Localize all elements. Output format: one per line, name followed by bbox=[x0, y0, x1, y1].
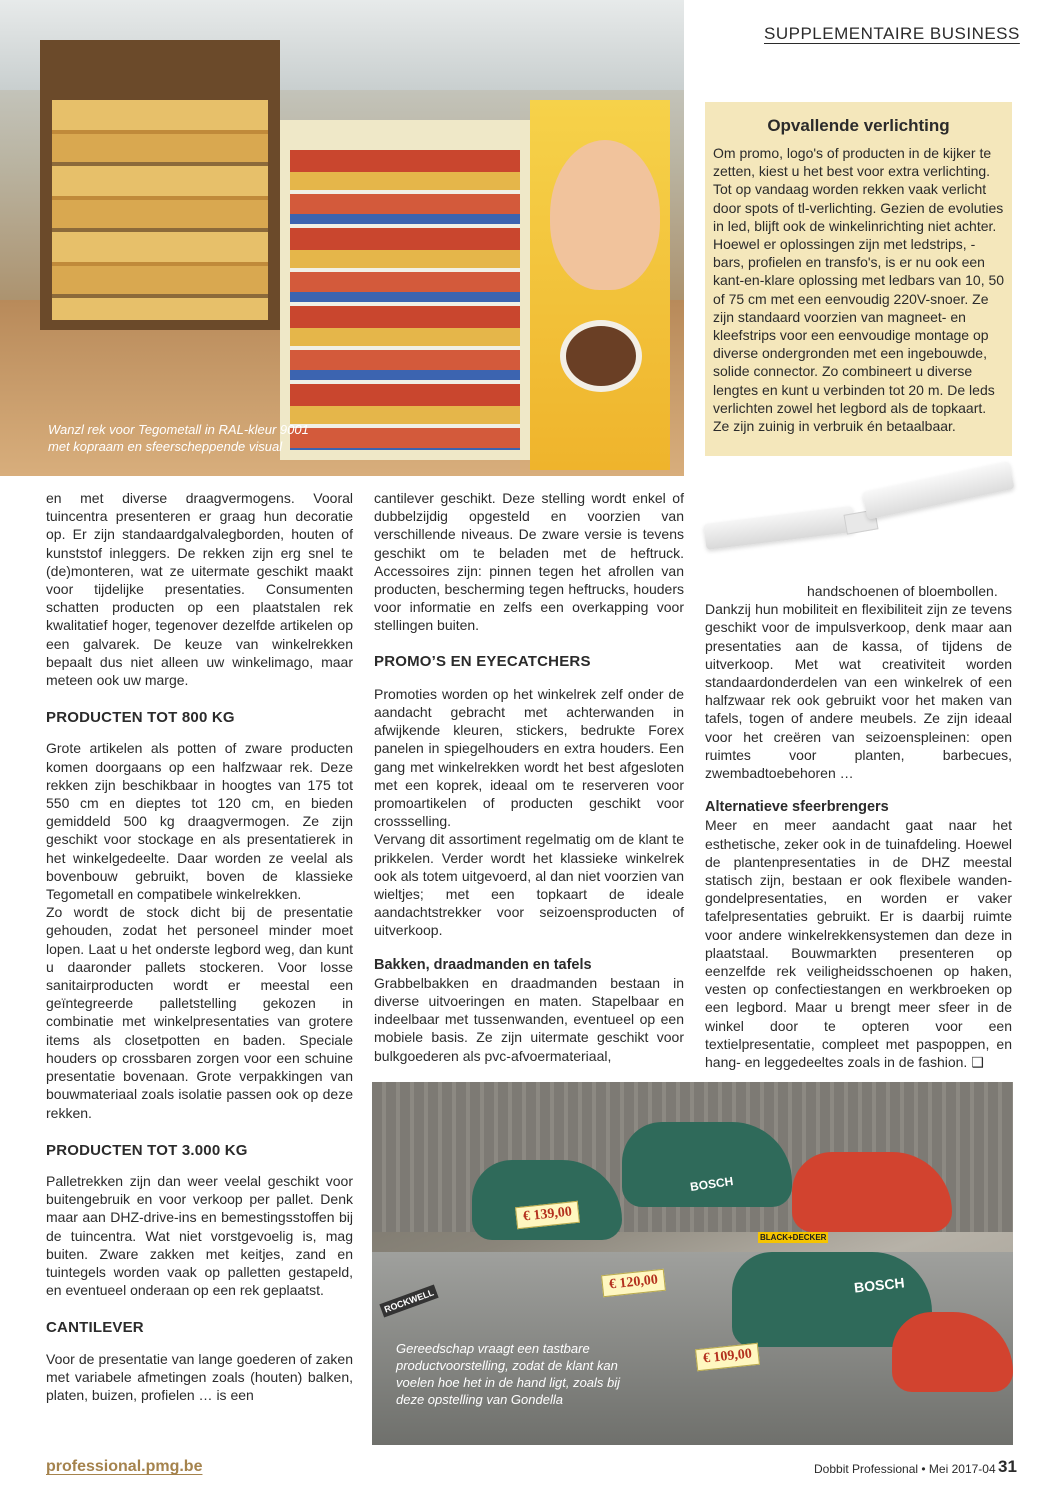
photo-bottom-caption-line3: voelen hoe het in de hand ligt, zoals bij bbox=[396, 1375, 621, 1390]
ledbar-left bbox=[703, 506, 855, 550]
text-column-1 bbox=[46, 489, 353, 1404]
sidebar-box-title: Opvallende verlichting bbox=[767, 116, 950, 135]
footer-issue: Dobbit Professional • Mei 2017-04 bbox=[814, 1462, 996, 1476]
col1-paragraph-4: Palletrekken zijn dan weer veelal geschikt voor buitengebruik en voor verkoop per pallet. Denk maar aan DHZ-drive-ins en bemestingsstoffen bij de tuincentra. Wat niet vorstgevoelig is, mag buiten. Zware zakken met keitjes, zand en tuintegels worden vaak op palletten gestapeld, en eventueel onderaan op een rek geplaatst. bbox=[46, 1172, 353, 1299]
photo-bottom-caption bbox=[396, 1340, 620, 1408]
col3-paragraph-2: Meer en meer aandacht gaat naar het esthetische, zeker ook in de tuinafdeling. Hoewel de plantenpresentaties in de DHZ meestal statisch zijn, bestaan er ook flexibele wanden-gondelpresentaties, en worden er vaker tafelpresentaties gebruikt. Er is daarbij ruimte voor andere winkelrekkensystemen dan deze in plaatstaal. Bouwmarkten presenteren op eenzelfde rek veiligheidsschoenen op haken, vesten op confectiestangen en werkbroeken op een legbord. Maar u brengt meer sfeer in de winkel door te opteren voor een textielpresentatie, compleet met paspoppen, en hang- en leggedeeltes zoals in de fashion. ❑ bbox=[705, 817, 1012, 1071]
col1-heading-1: PRODUCTEN TOT 800 KG bbox=[46, 709, 235, 727]
price-tag-1: € 139,00 bbox=[515, 1201, 580, 1229]
col3-paragraph-1: Dankzij hun mobiliteit en flexibiliteit zijn ze tevens geschikt voor de impulsverkoop, denk maar aan presentaties aan de kassa, of tijdens de uitverkoop. Met wat creativiteit worden standaardonderdelen van een winkelrek of een halfzwaar rek ook gebruikt voor het maken van tafels, togen of andere meubels. Ze zijn ideaal voor het creëren van seizoenspleinen: open ruimtes voor planten, barbecues, zwembadtoebehoren … bbox=[705, 601, 1012, 782]
col1-paragraph-3: Zo wordt de stock dicht bij de presentatie gehouden, zodat het personeel minder moet lopen. Laat u het onderste legbord weg, dan kunt u daaronder pallets stockeren. Voor losse sanitairproducten wordt er meestal een geïntegreerde palletstelling gekozen in combinatie met winkelpresentaties van grotere items als closetpotten en baden. Speciale houders op crossbaren zorgen voor een schuine presentatie bovenaan. Grote verpakkingen van bouwmateriaal zoals isolatie passen ook op deze rekken. bbox=[46, 904, 353, 1121]
footer-website-link[interactable]: professional.pmg.be bbox=[46, 1458, 203, 1475]
sidebar-box-body: Om promo, logo's of producten in de kijker te zetten, kiest u het best voor extra verlichting. Tot op vandaag worden rekken vaak verlicht door spots of tl-verlichting. Gezien de evoluties in led, blijft ook de winkelinrichting niet achter. Hoewel er oplossingen zijn met ledstrips, -bars, profielen en transfo's, is er nu ook een kant-en-klare oplossing met ledbars van 10, 50 of 75 cm met een eenvoudig 220V-snoer. Ze zijn standaard voorzien van magneet- en kleefstrips voor een eenvoudige montage op diverse ondergronden met een ingebouwde, solide connector. Zo combineert u diverse lengtes en kunt u verbinden tot 20 m. De leds verlichten zowel het legbord als de topkaart. Ze zijn zuinig in verbruik én betaalbaar. bbox=[713, 145, 1005, 435]
text-column-2 bbox=[374, 489, 684, 1065]
col2-paragraph-4: Grabbelbakken en draadmanden bestaan in diverse uitvoeringen en maten. Stapelbaar en indeelbaar met tussenwanden, eventueel op een mobiele basis. Ze zijn uitermate geschikt voor bulkgoederen als pvc-afvoermateriaal, bbox=[374, 974, 684, 1064]
col2-paragraph-2: Promoties worden op het winkelrek zelf onder de aandacht gebracht met achterwanden in afwijkende kleuren, stickers, bedrukte Forex panelen in spiegelhouders en extra houders. Een gang met winkelrekken wordt het best afgesloten met een koprek, ideaal om te reserveren voor promoartikelen of producten geschikt voor crossselling. bbox=[374, 685, 684, 830]
photo-child-face bbox=[550, 140, 660, 290]
col2-paragraph-3: Vervang dit assortiment regelmatig om de klant te prikkelen. Verder wordt het klassieke winkelrek ook als totem uitgevoerd, al dan niet voorzien van wieltjes; met een topkaart de ideale aandachtstrekker voor seizoensproducten of uitverkoop. bbox=[374, 831, 684, 939]
photo-child-visual bbox=[530, 100, 670, 470]
col1-paragraph-1: en met diverse draagvermogens. Vooral tuincentra presenteren er graag hun decoratie op. Er zijn standaardgalvalegborden, houten of kunststof inleggers. De rekken zijn erg snel te (de)monteren, wat ze uitermate geschikt maakt voor tijdelijke presentaties. Consumenten schatten producten op een plaatstalen rek kwalitatief hoger, tegenover dezelfde artikelen op een galvarek. De keuze van winkelrekken bepaalt dus niet alleen uw winkelimago, maar meteen ook uw marge. bbox=[46, 490, 353, 689]
photo-top-caption bbox=[48, 421, 309, 455]
drill-brand-bosch-2: BOSCH bbox=[853, 1274, 906, 1296]
col1-paragraph-2: Grote artikelen als potten of zware producten komen doorgaans op een halfzwaar rek. Deze rekken zijn beschikbaar in hoogtes van 175 tot 550 cm en dieptes tot 120 cm, en bieden gemiddeld 500 kg draagvermogen. Ze zijn geschikt voor stockage en als presentatierek in het winkelgedeelte. Daar worden ze veelal als bovenbouw gebruikt, boven de klassieke Tegometall en compatibele winkelrekken. bbox=[46, 740, 353, 903]
drill-brand-rockwell: ROCKWELL bbox=[379, 1285, 438, 1318]
photo-bottom-caption-line1: Gereedschap vraagt een tastbare bbox=[396, 1341, 590, 1356]
ledbar-right bbox=[862, 461, 1015, 520]
power-tools-photo bbox=[372, 1082, 1013, 1445]
photo-goods-left bbox=[52, 100, 268, 320]
photo-top-caption-line2: met kopraam en sfeerscheppende visual bbox=[48, 439, 283, 454]
sidebar-box bbox=[705, 102, 1012, 456]
price-tag-3: € 109,00 bbox=[695, 1343, 760, 1371]
drill-brand-blackdecker: BLACK+DECKER bbox=[760, 1233, 827, 1242]
col2-heading-1: PROMO’S EN EYECATCHERS bbox=[374, 652, 591, 670]
photo-top-caption-line1: Wanzl rek voor Tegometall in RAL-kleur 9001 bbox=[48, 422, 309, 437]
photo-shelf-left bbox=[40, 40, 280, 330]
col3-paragraph-1-first-line: handschoenen of bloembollen. bbox=[807, 583, 998, 599]
price-tag-2: € 120,00 bbox=[601, 1269, 666, 1297]
photo-bottom-caption-line2: productvoorstelling, zodat de klant kan bbox=[396, 1358, 618, 1373]
section-header: SUPPLEMENTAIRE BUSINESS bbox=[764, 24, 1020, 43]
drill-brand-bosch-1: BOSCH bbox=[689, 1174, 735, 1194]
drill-green-2 bbox=[622, 1122, 792, 1207]
col1-heading-3: CANTILEVER bbox=[46, 1319, 144, 1337]
page-number: 31 bbox=[998, 1457, 1017, 1476]
drill-red-1 bbox=[792, 1152, 952, 1232]
ledbar-photo bbox=[705, 462, 1012, 584]
text-column-3 bbox=[705, 582, 1012, 1071]
store-shelves-photo bbox=[0, 0, 684, 476]
photo-bottom-caption-line4: deze opstelling van Gondella bbox=[396, 1392, 563, 1407]
col1-paragraph-5: Voor de presentatie van lange goederen of zaken met variabele afmetingen zoals (houten) balken, platen, buizen, profielen … is een bbox=[46, 1350, 353, 1403]
photo-muffin bbox=[560, 320, 642, 392]
col2-paragraph-1: cantilever geschikt. Deze stelling wordt enkel of dubbelzijdig opgesteld en voorzien van verschillende niveaus. De zware versie is tevens geschikt om te beladen met de heftruck. Accessoires zijn: pinnen tegen het afrollen van producten, bescherming tegen heftrucks, houders voor informatie en zelfs een overkapping voor stellingen buiten. bbox=[374, 490, 684, 634]
col1-heading-2: PRODUCTEN TOT 3.000 KG bbox=[46, 1141, 248, 1159]
photo-goods-main bbox=[290, 150, 520, 450]
col2-heading-2: Bakken, draadmanden en tafels bbox=[374, 956, 592, 973]
photo-shelf-main bbox=[280, 120, 530, 460]
col3-heading-1: Alternatieve sfeerbrengers bbox=[705, 799, 889, 816]
